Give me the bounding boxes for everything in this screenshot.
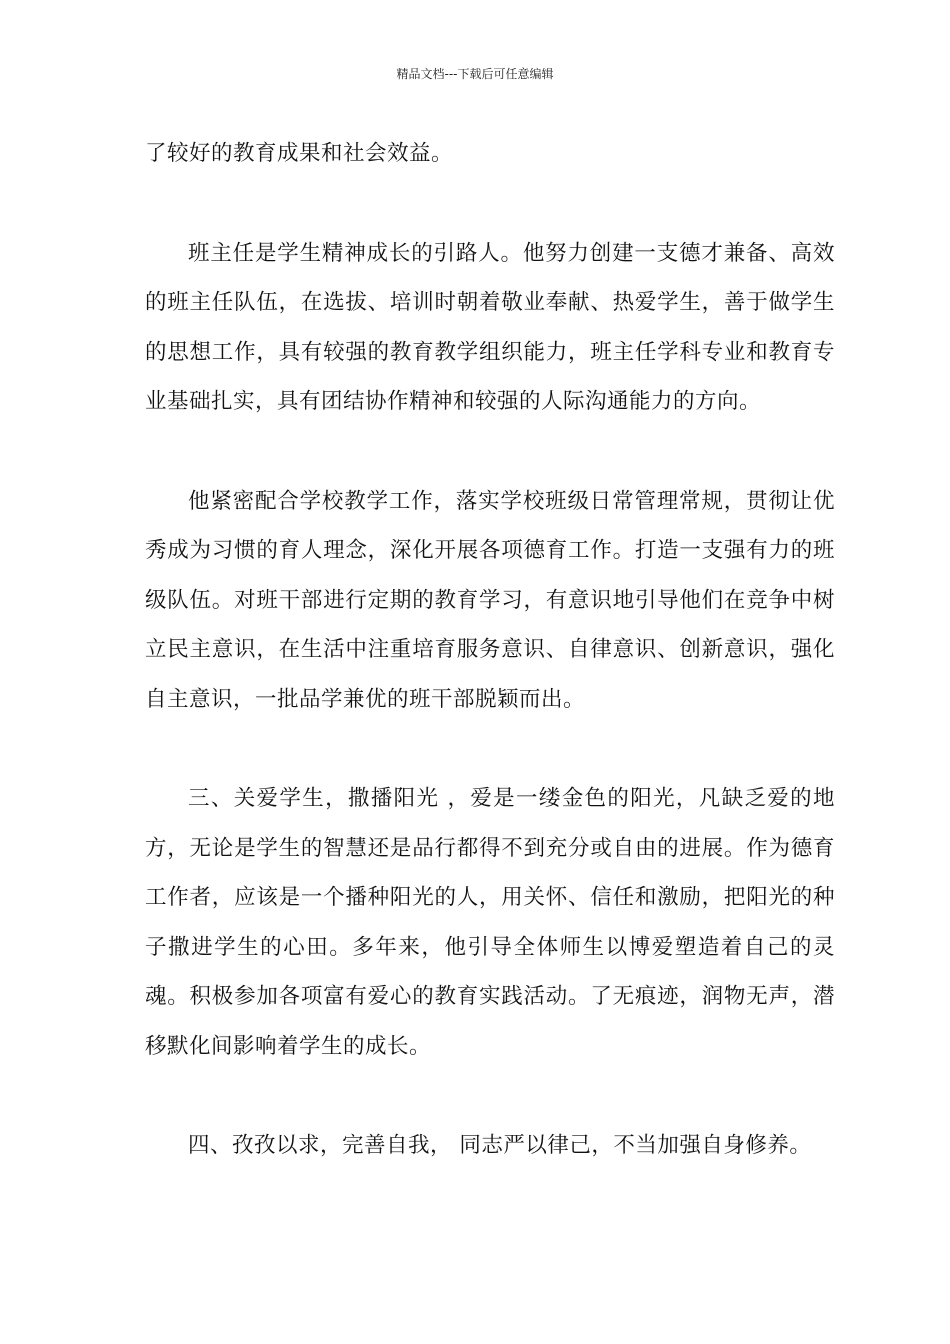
- paragraph-gap: [145, 1071, 835, 1121]
- document-body: [145, 129, 835, 1171]
- paragraph-2: 班主任是学生精神成长的引路人。他努力创建一支德才兼备、高效的班主任队伍，在选拔、培训时朝着敬业奉献、热爱学生，善于做学生的思想工作，具有较强的教育教学组织能力，班主任学科专业和教育专业基础扎实，具有团结协作精神和较强的人际沟通能力的方向。: [145, 240, 835, 414]
- paragraph-3: 他紧密配合学校教学工作，落实学校班级日常管理常规，贯彻让优秀成为习惯的育人理念，深化开展各项德育工作。打造一支强有力的班级队伍。对班干部进行定期的教育学习，有意识地引导他们在竞争中树立民主意识，在生活中注重培育服务意识、自律意识、创新意识，强化自主意识，一批品学兼优的班干部脱颖而出。: [145, 488, 835, 712]
- paragraph-1: 了较好的教育成果和社会效益。: [145, 141, 454, 166]
- paragraph-4: 三、关爱学生，撒播阳光 ，爱是一缕金色的阳光，凡缺乏爱的地方，无论是学生的智慧还是品行都得不到充分或自由的进展。作为德育工作者，应该是一个播种阳光的人，用关怀、信任和激励，把阳光的种子撒进学生的心田。多年来，他引导全体师生以博爱塑造着自己的灵魂。积极参加各项富有爱心的教育实践活动。了无痕迹，润物无声，潜移默化间影响着学生的成长。: [145, 786, 835, 1059]
- paragraph-gap: [145, 427, 835, 477]
- page-header: 精品文档---下载后可任意编辑: [396, 67, 554, 81]
- paragraph-5: 四、孜孜以求，完善自我， 同志严以律己，不当加强自身修养。: [188, 1133, 812, 1158]
- paragraph-gap: [145, 179, 835, 229]
- paragraph-gap: [145, 724, 835, 774]
